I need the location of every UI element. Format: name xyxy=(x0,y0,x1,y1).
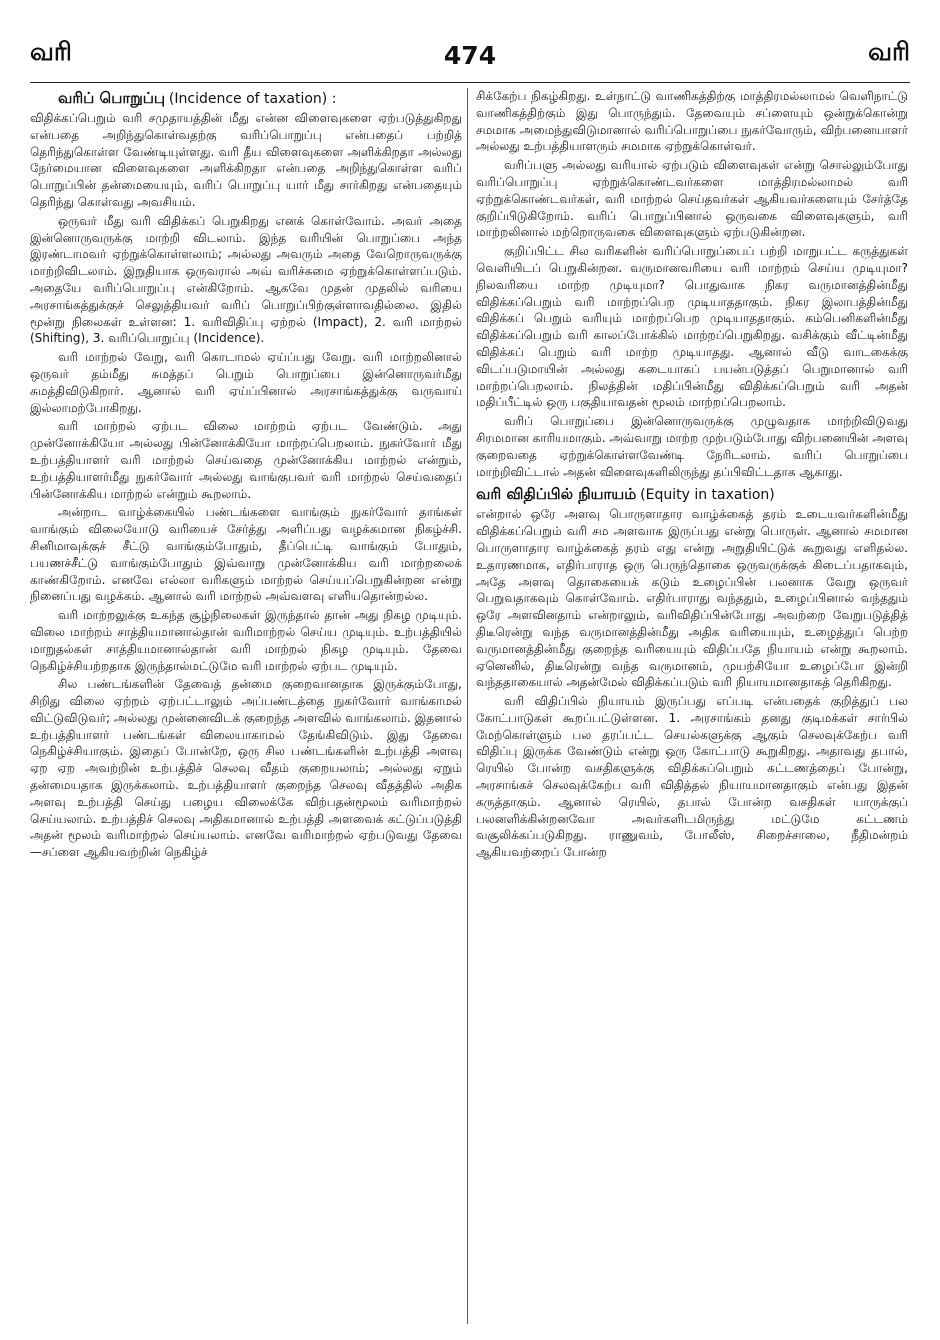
paragraph: வரி மாற்றலுக்கு உகந்த சூழ்நிலைகள் இருந்தால் தான் அது நிகழ முடியும். விலை மாற்றம் சாத்தியமானால்தான் வரிமாற்றல் செய்ய முடியும். உற்பத்தியில் மாறுதல்கள் சாத்தியமானால்தான் வரி மாற்றல் நிகழ முடியும். தேவை நெகிழ்ச்சியற்றதாக இருந்தால்மட்டுமே வரி மாற்றல் ஏற்பட முடியும். xyxy=(30,608,462,673)
section-heading-incidence xyxy=(30,88,462,108)
section-heading-english: (Incidence of taxation) : xyxy=(168,91,337,107)
section-heading-text: வரிப் பொறுப்பு xyxy=(58,89,166,107)
paragraph: வரி மாற்றல் ஏற்பட விலை மாற்றம் ஏற்பட வேண்டும். அது முன்னோக்கியோ அல்லது பின்னோக்கியோ மாற்றப்பெறலாம். நுகர்வோர் மீது உற்பத்தியாளர் வரி மாற்றல் செய்வதை முன்னோக்கிய மாற்றல் என்றும், உற்பத்தியாளர்மீது நுகர்வோர் அல்லது வாங்குபவர் வரி மாற்றல் செய்வதைப் பின்னோக்கிய மாற்றல் என்றும் கூறலாம். xyxy=(30,419,462,501)
right-column xyxy=(476,88,908,1328)
paragraph: வரிப் பொறுப்பை இன்னொருவருக்கு முழுவதாக மாற்றிவிடுவது சிரமமான காரியமாகும். அவ்வாறு மாற்ற முற்படும்போது விற்பனையின் அளவு குறைவதை ஏற்றுக்கொள்ளவேண்டி நேரிடலாம். வரிப் பொறுப்பை மாற்றிவிட்டால் அதன் விளைவுகளிலிருந்து தப்பிவிட்டதாக ஆகாது. xyxy=(476,414,908,479)
section-heading-english: (Equity in taxation) xyxy=(640,487,775,504)
paragraph: வரி மாற்றல் வேறு, வரி கொடாமல் ஏய்ப்பது வேறு. வரி மாற்றலினால் ஒருவர் தம்மீது சுமத்தப் பெறும் பொறுப்பை இன்னொருவர்மீது சுமத்திவிடுகிறார். ஆனால் வரி ஏய்ப்பினால் அரசாங்கத்துக்கு வருவாய் இல்லாமற்போகிறது. xyxy=(30,350,462,415)
section-heading-equity xyxy=(476,484,908,504)
section-heading-text: வரி விதிப்பில் நியாயம் xyxy=(476,485,637,504)
paragraph: சில பண்டங்களின் தேவைத் தன்மை குறைவானதாக இருக்கும்போது, சிறிது விலை ஏற்றம் ஏற்பட்டாலும் அப்பண்டத்தை நுகர்வோர் வாங்காமல் விட்டுவிடுவர்; அல்லது முன்னைவிடக் குறைந்த அளவில் வாங்கலாம். இதனால் உற்பத்தியாளர் பண்டங்கள் விலையாகாமல் தேங்கிவிடும். இது தேவை நெகிழ்ச்சியாகும். இதைப் போன்றே, ஒரு சில பண்டங்களின் உற்பத்தி அளவு ஏற ஏற அவற்றின் உற்பத்திச் செலவு வீதம் குறையலாம்; அல்லது ஏறும் தன்மையதாக இருக்கலாம். உற்பத்தியாளர் குறைந்த செலவு வீதத்தில் அதிக அளவு உற்பத்தி செய்து பழைய விலைக்கே விற்பதன்மூலம் வரிமாற்றல் செய்யலாம். உற்பத்திச் செலவு அதிகமானால் உற்பத்தி அளவைக் கட்டுப்படுத்தி அதன் மூலம் வரிமாற்றல் செய்யலாம். எனவே வரிமாற்றல் ஏற்படுவது தேவை—சப்ளை ஆகியவற்றின் நெகிழ்ச் xyxy=(30,677,462,860)
paragraph: குறிப்பிட்ட சில வரிகளின் வரிப்பொறுப்பைப் பற்றி மாறுபட்ட கருத்துகள் வெளியிடப் பெறுகின்றன. வருமானவரியை வரி மாற்றம் செய்ய முடியுமா? நிலவரியை மாற்ற முடியுமா? பொதுவாக நிகர வருமானத்தின்மீது விதிக்கப்பெறும் வரி மாற்றப்பெற முடியாததாகும். நிகர இலாபத்தின்மீது விதிக்கப் பெறும் வரியும் மாற்றப்பெற முடியாததாகும். கம்பெனிகளின்மீது விதிக்கப்பெறும் வரி காலப்போக்கில் மாற்றப்பெறுகிறது. வசிக்கும் வீட்டின்மீது விதிக்கப் பெறும் வரி மாற்ற முடியாதது. ஆனால் வீடு வாடகைக்கு விடப்படுமாயின் அல்லது கடையாகப் பயன்படுத்தப் பெறுமானால் வரி மாற்றப்பெறலாம். நிலத்தின் மதிப்பின்மீது விதிக்கப்பெறும் வரி அதன் மதிப்பீட்டில் ஒரு பகுதியாவதன் மூலம் மாற்றப்பெறலாம். xyxy=(476,244,908,410)
header-rule xyxy=(30,82,910,83)
header-right-word: வரி xyxy=(868,37,910,66)
page-header xyxy=(30,30,910,70)
paragraph: சிக்கேற்ப நிகழ்கிறது. உள்நாட்டு வாணிகத்திற்கு மாத்திரமல்லாமல் வெளிநாட்டு வாணிகத்திற்கும் இது பொருந்தும். தேவையும் சப்ளையும் ஒன்றுக்கொன்று சமமாக அமைந்துவிடுமானால் வரிப்பொறுப்பை நுகர்வோரும், விற்பனையாளர் அல்லது உற்பத்தியாளரும் சமமாக ஏற்றுக்கொள்வர். xyxy=(476,89,908,154)
paragraph: அன்றாட வாழ்க்கையில் பண்டங்களை வாங்கும் நுகர்வோர் தாங்கள் வாங்கும் விலையோடு வரியைச் சேர்த்து அளிப்பது வழக்கமான நிகழ்ச்சி. சினிமாவுக்குச் சீட்டு வாங்கும்போதும், தீப்பெட்டி வாங்கும் போதும், பயணச்சீட்டு வாங்கும்போதும் இவ்வாறு முன்னோக்கிய வரி மாற்றலைக் காண்கிறோம். எனவே எல்லா வரிகளும் மாற்றல் செய்யப்பெறுகின்றன என்று நினைப்பது வழக்கம். ஆனால் வரி மாற்றல் அவ்வளவு எளியதொன்றல்ல. xyxy=(30,505,462,604)
paragraph: வரிப்பளு அல்லது வரியால் ஏற்படும் விளைவுகள் என்று சொல்லும்போது வரிப்பொறுப்பு ஏற்றுக்கொண்டவர்களை மாத்திரமல்லாமல் வரி ஏற்றுக்கொண்டவர்கள், வரி மாற்றல் செய்தவர்கள் ஆகியவர்களையும் சேர்த்தே குறிப்பிடுகிறோம். வரிப் பொறுப்பினால் ஒருவகை விளைவுகளும், வரி மாற்றலினால் மற்றொருவகை விளைவுகளும் ஏற்படுகின்றன. xyxy=(476,158,908,240)
paragraph: விதிக்கப்பெறும் வரி சமுதாயத்தின் மீது என்ன விளைவுகளை ஏற்படுத்துகிறது என்பதை அறிந்துகொள்வதற்கு வரிப்பொறுப்பு என்பதைப் பற்றித் தெரிந்துகொள்ள வேண்டியுள்ளது. வரி தீய விளைவுகளை அளிக்கிறதா அல்லது நேர்மையான விளைவுகளை அளிக்கிறதா என்பதை அறிந்துகொள்ள வரிப் பொறுப்பின் தன்மையையும், வரிப் பொறுப்பு யார் மீது சார்கிறது என்பதையும் தெரிந்து கொள்வது அவசியம். xyxy=(30,111,462,209)
left-column xyxy=(30,88,462,1328)
paragraph: என்றால் ஒரே அளவு பொருளாதார வாழ்க்கைத் தரம் உடையவர்களின்மீது விதிக்கப்பெறும் வரி சம அளவாக இருப்பது என்று பொருள். ஆனால் சமமான பொருளாதார வாழ்க்கைத் தரம் எது என்று அறுதியிட்டுக் கூறுவது எளிதல்ல. உதாரணமாக, எதிர்பாராத ஒரு பெருந்தொகை ஒருவருக்குக் கிடைப்பதாகவும், அதே அளவு தொகையைக் கடும் உழைப்பின் பலனாக வேறு ஒருவர் பெறுவதாகவும் கொள்வோம். எதிர்பாராது வந்ததும், உழைப்பினால் வந்ததும் ஒரே அளவினதாம் என்றாலும், வரிவிதிப்பின்போது அவற்றை வேறுபடுத்தித் திடீரென்று வந்த வருமானத்தின்மீது அதிக வரியையும், உழைத்துப் பெற்ற வருமானத்தின்மீது குறைந்த வரியையும் விதிப்பதே நியாயம் என்று கூறலாம். ஏனெனில், திடீரென்று வந்த வருமானம், முயற்சியோ உழைப்போ இன்றி வந்ததாகையால் அதன்மேல் விதிக்கப்படும் வரி நியாயமானதாகத் தெரிகிறது. xyxy=(476,507,908,690)
paragraph: ஒருவர் மீது வரி விதிக்கப் பெறுகிறது எனக் கொள்வோம். அவர் அதை இன்னொருவருக்கு மாற்றி விடலாம். இந்த வரியின் பொறுப்பை அந்த இரண்டாமவர் ஏற்றுக்கொள்ளலாம்; அல்லது அவரும் அதை வேறொருவருக்கு மாற்றிவிடலாம். இறுதியாக ஒருவரால் அவ் வரிச்சுமை ஏற்றுக்கொள்ளப்படும். அதையே வரிப்பொறுப்பு என்கிறோம். ஆகவே முதன் முதலில் வரியை அரசாங்கத்துக்குச் செலுத்தியவர் வரிப் பொறுப்பிற்குள்ளாவதில்லை. இதில் மூன்று நிலைகள் உள்ளன: 1. வரிவிதிப்பு ஏற்றல் (Impact), 2. வரி மாற்றல் (Shifting), 3. வரிப்பொறுப்பு (Incidence). xyxy=(30,213,462,346)
header-left-word: வரி xyxy=(30,37,72,66)
paragraph: வரி விதிப்பில் நியாயம் இருப்பது எப்படி என்பதைக் குறித்துப் பல கோட்பாடுகள் கூறப்பட்டுள்ளன. 1. அரசாங்கம் தனது குடிமக்கள் சார்பில் மேற்கொள்ளும் பல தரப்பட்ட செயல்களுக்கு ஆகும் செலவுக்கேற்ப வரி விதிப்பு இருக்க வேண்டும் என்று ஒரு கோட்பாடு கூறுகிறது. அதாவது தபால், ரெயில் போன்ற வசதிகளுக்கு விதிக்கப்பெறும் கட்டணத்தைப் போன்று, அரசாங்கச் செலவுக்கேற்ப வரி விதித்தல் நியாயமானதாகும் என்பது இதன் கருத்தாகும். ஆனால் ரெயில், தபால் போன்ற வசதிகள் யாருக்குப் பலனளிக்கின்றனவோ அவர்களிடமிருந்து மட்டுமே கட்டணம் வசூலிக்கப்படுகிறது. ராணுவம், போலீஸ், சிறைச்சாலை, நீதிமன்றம் ஆகியவற்றைப் போன்ற xyxy=(476,694,908,860)
page-number: 474 xyxy=(443,41,497,70)
column-divider xyxy=(467,88,468,1324)
